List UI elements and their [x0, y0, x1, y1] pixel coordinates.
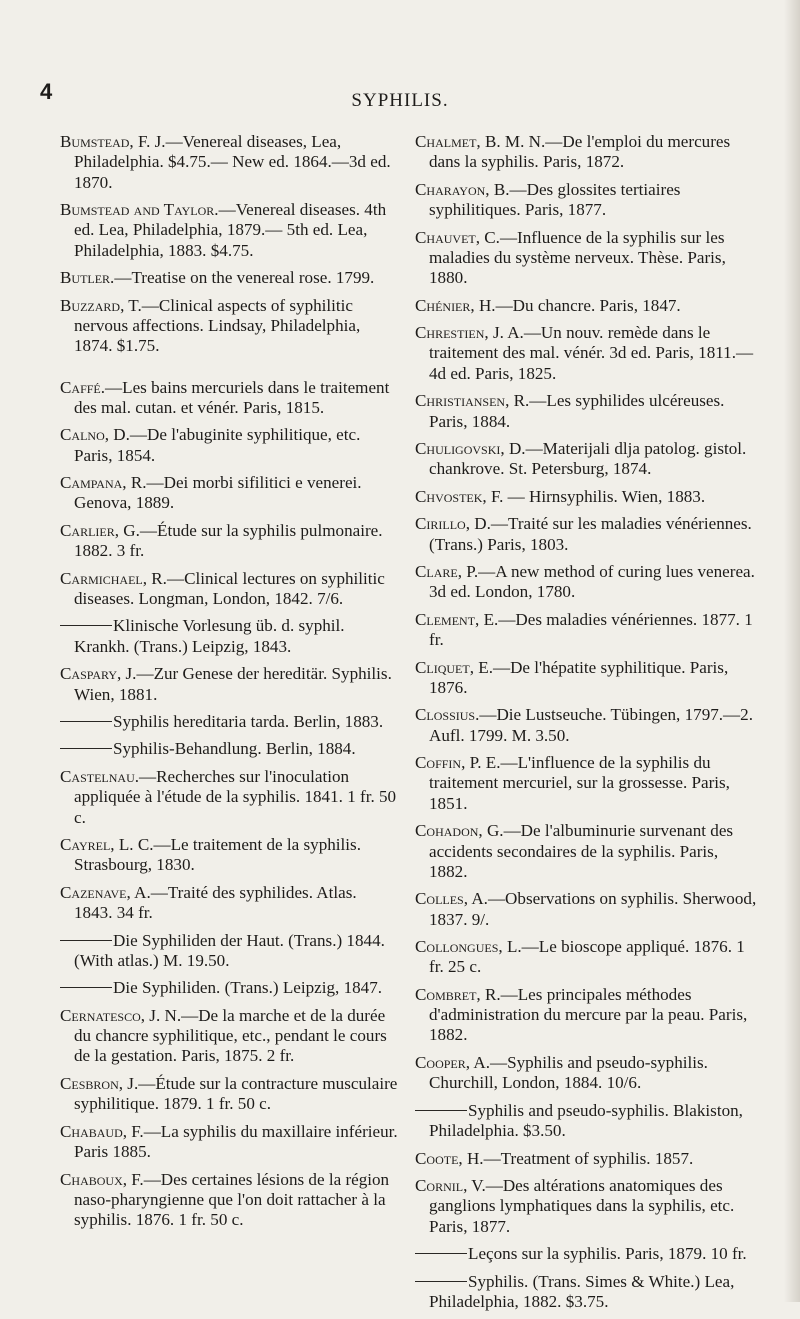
entry-author: Collongues, L.	[415, 937, 522, 957]
entry-author: Clossius.	[415, 705, 480, 725]
entry-text: —Treatment of syphilis. 1857.	[483, 1148, 694, 1168]
entry-author: Clement, E.	[415, 609, 499, 629]
entry-text: —Traité des syphilides. Atlas. 1843. 34 fr.	[74, 882, 357, 923]
entry-author: Caffé.	[60, 377, 106, 397]
bibliography-entry	[60, 835, 398, 876]
bibliography-entry	[60, 296, 398, 357]
entry-author: Carmichael, R.	[60, 568, 167, 588]
entry-text: —Les principales méthodes d'administration du mercure par la peau. Paris, 1882.	[429, 984, 748, 1045]
entry-text: Die Syphiliden. (Trans.) Leipzig, 1847.	[113, 978, 383, 998]
bibliography-entry	[415, 821, 760, 882]
bibliography-entry	[60, 473, 398, 514]
entry-author: Chénier, H.	[415, 295, 496, 315]
entry-text: —Du chancre. Paris, 1847.	[495, 295, 681, 315]
entry-author: Colles, A.	[415, 889, 488, 909]
entry-text: Die Syphiliden der Haut. (Trans.) 1844. (With atlas.) M. 19.50.	[74, 930, 385, 970]
entry-text: —Des glossites tertiaires syphilitiques. Paris, 1877.	[429, 179, 681, 220]
entry-text: — Hirnsyphilis. Wien, 1883.	[503, 486, 706, 506]
entry-text: —Des altérations anatomiques des ganglions lymphatiques dans la syphilis, etc. Paris, 1877.	[429, 1176, 735, 1236]
entry-author: Castelnau.	[60, 766, 140, 786]
bibliography-entry	[60, 1006, 398, 1067]
ditto-rule	[60, 721, 112, 722]
entry-text: —Influence de la syphilis sur les maladies du système nerveux. Thèse. Paris, 1880.	[429, 227, 726, 288]
entry-author: Cohadon, G.	[415, 821, 504, 841]
bibliography-entry	[415, 562, 760, 603]
entry-author: Chuligovski, D.	[415, 438, 526, 458]
entry-author: Cooper, A.	[415, 1052, 490, 1072]
entry-text: —Zur Genese der hereditär. Syphilis. Wien, 1881.	[74, 664, 392, 704]
bibliography-entry	[60, 739, 398, 759]
bibliography-entry	[60, 132, 398, 193]
ditto-rule	[60, 625, 112, 626]
ditto-rule	[415, 1281, 467, 1282]
bibliography-entry	[60, 1170, 398, 1231]
entry-text: Syphilis. (Trans. Simes & White.) Lea, Philadelphia, 1882. $3.75.	[429, 1271, 735, 1311]
bibliography-entry	[415, 610, 760, 651]
bibliography-entry	[60, 569, 398, 610]
bibliography-entry	[415, 1149, 760, 1169]
bibliography-entry	[415, 439, 760, 480]
entry-author: Chabaud, F.	[60, 1121, 144, 1141]
entry-text: —Étude sur la syphilis pulmonaire. 1882. 3 fr.	[74, 520, 383, 561]
entry-author: Cernatesco, J. N.	[60, 1005, 182, 1025]
entry-author: Bumstead and Taylor.	[60, 200, 219, 220]
entry-author: Cornil, V.	[415, 1176, 486, 1195]
entry-author: Combret, R.	[415, 984, 501, 1004]
bibliography-entry	[415, 705, 760, 746]
entry-text: —De l'albuminurie survenant des accidents secondaires de la syphilis. Paris, 1882.	[429, 821, 734, 881]
ditto-rule	[60, 748, 112, 749]
bibliography-entry	[415, 753, 760, 814]
entry-text: —Traité sur les maladies vénériennes. (Trans.) Paris, 1803.	[429, 514, 752, 554]
entry-author: Campana, R.	[60, 473, 147, 493]
entry-text: —Venereal diseases, Lea, Philadelphia. $4.75.— New ed. 1864.—3d ed. 1870.	[74, 132, 391, 192]
entry-author: Clare, P.	[415, 562, 479, 582]
entry-text: —Le bioscope appliqué. 1876. 1 fr. 25 c.	[429, 937, 745, 977]
bibliography-entry	[415, 1101, 760, 1142]
entry-text: —Die Lustseuche. Tübingen, 1797.—2. Aufl. 1799. M. 3.50.	[429, 705, 753, 745]
entry-author: Coote, H.	[415, 1148, 484, 1168]
entry-text: —Venereal diseases. 4th ed. Lea, Philadelphia, 1879.— 5th ed. Lea, Philadelphia, 1883. $4.75.	[74, 200, 387, 260]
bibliography-entry	[415, 1244, 760, 1264]
bibliography-entry	[415, 323, 760, 384]
entry-author: Chvostek, F.	[415, 486, 504, 506]
entry-text: —Syphilis and pseudo-syphilis. Churchill, London, 1884. 10/6.	[429, 1052, 708, 1093]
entry-text: Leçons sur la syphilis. Paris, 1879. 10 fr.	[468, 1244, 747, 1264]
bibliography-entry	[415, 985, 760, 1046]
bibliography-entry	[415, 1272, 760, 1313]
entry-text: —Étude sur la contracture musculaire syphilitique. 1879. 1 fr. 50 c.	[74, 1073, 398, 1114]
entry-text: —De la marche et de la durée du chancre syphilitique, etc., pendant le cours de la gestation. Paris, 1875. 2 fr.	[74, 1005, 387, 1066]
entry-text: —De l'hépatite syphilitique. Paris, 1876.	[429, 657, 729, 697]
entry-author: Cliquet, E.	[415, 657, 493, 677]
entry-text: —Observations on syphilis. Sherwood, 1837. 9/.	[429, 889, 757, 929]
entry-text: —Recherches sur l'inoculation appliquée à l'étude de la syphilis. 1841. 1 fr. 50 c.	[74, 766, 397, 827]
bibliography-entry	[60, 931, 398, 972]
entry-text: —La syphilis du maxillaire inférieur. Paris 1885.	[74, 1121, 398, 1162]
entry-author: Caspary, J.	[60, 664, 137, 684]
bibliography-entry	[415, 228, 760, 289]
entry-text: —Clinical lectures on syphilitic diseases. Longman, London, 1842. 7/6.	[74, 568, 385, 608]
entry-text: —Les syphilides ulcéreuses. Paris, 1884.	[429, 391, 725, 431]
entry-author: Charayon, B.	[415, 179, 510, 199]
entry-text: —Clinical aspects of syphilitic nervous affections. Lindsay, Philadelphia, 1874. $1.75.	[74, 295, 361, 356]
bibliography-entry	[415, 1176, 760, 1237]
entry-author: Bumstead, F. J.	[60, 132, 166, 151]
bibliography-entry	[60, 767, 398, 828]
entry-text: —Des certaines lésions de la région naso-pharyngienne que l'on doit rattacher à la syphilis. 1876. 1 fr. 50 c.	[74, 1169, 390, 1230]
bibliography-entry	[415, 889, 760, 930]
entry-text: —Dei morbi sifilitici e venerei. Genova, 1889.	[74, 473, 362, 513]
bibliography-entry	[415, 658, 760, 699]
entry-author: Cazenave, A.	[60, 882, 151, 902]
entry-text: —Des maladies vénériennes. 1877. 1 fr.	[429, 609, 753, 650]
entry-author: Cayrel, L. C.	[60, 835, 154, 855]
bibliography-entry	[60, 883, 398, 924]
ditto-rule	[415, 1253, 467, 1254]
ditto-rule	[60, 987, 112, 988]
left-column	[60, 132, 398, 1238]
entry-text: —Treatise on the venereal rose. 1799.	[114, 268, 375, 288]
entry-author: Chrestien, J. A.	[415, 323, 524, 343]
entry-text: —De l'abuginite syphilitique, etc. Paris, 1854.	[74, 425, 361, 465]
right-column	[415, 132, 760, 1319]
entry-author: Calno, D.	[60, 425, 130, 445]
entry-author: Cesbron, J.	[60, 1073, 139, 1093]
page-number: 4	[40, 79, 53, 104]
entry-text: —Un nouv. remède dans le traitement des mal. vénér. 3d ed. Paris, 1811.—4d ed. Paris, 1825.	[429, 323, 754, 383]
entry-text: —L'influence de la syphilis du traitement mercuriel, sur la grossesse. Paris, 1851.	[429, 753, 730, 813]
entry-author: Chauvet, C.	[415, 227, 500, 247]
bibliography-entry	[60, 378, 398, 419]
entry-author: Carlier, G.	[60, 520, 140, 540]
bibliography-entry	[60, 1074, 398, 1115]
bibliography-entry	[60, 978, 398, 998]
entry-author: Buzzard, T.	[60, 295, 142, 315]
bibliography-entry	[60, 1122, 398, 1163]
entry-text: —A new method of curing lues venerea. 3d ed. London, 1780.	[429, 562, 755, 602]
ditto-rule	[60, 940, 112, 941]
entry-text: —Le traitement de la syphilis. Strasbourg, 1830.	[74, 835, 361, 875]
ditto-rule	[415, 1110, 467, 1111]
bibliography-entry	[60, 200, 398, 261]
entry-text: Syphilis-Behandlung. Berlin, 1884.	[113, 739, 356, 759]
bibliography-entry	[415, 391, 760, 432]
bibliography-entry	[415, 514, 760, 555]
entry-text: —Materijali dlja patolog. gistol. chankrove. St. Petersburg, 1874.	[429, 438, 747, 479]
bibliography-entry	[415, 1053, 760, 1094]
bibliography-entry	[60, 616, 398, 657]
bibliography-entry	[60, 664, 398, 705]
entry-text: Syphilis and pseudo-syphilis. Blakiston, Philadelphia. $3.50.	[429, 1100, 743, 1141]
bibliography-entry	[415, 937, 760, 978]
page-edge-shadow	[784, 0, 800, 1302]
bibliography-entry	[415, 487, 760, 507]
bibliography-entry	[415, 132, 760, 173]
bibliography-entry	[60, 425, 398, 466]
running-head: SYPHILIS.	[351, 90, 449, 111]
bibliography-entry	[60, 521, 398, 562]
entry-author: Cirillo, D.	[415, 514, 491, 534]
entry-author: Christiansen, R.	[415, 391, 530, 411]
entry-author: Butler.	[60, 268, 115, 288]
bibliography-entry	[415, 180, 760, 221]
entry-text: —Les bains mercuriels dans le traitement des mal. cutan. et vénér. Paris, 1815.	[74, 377, 390, 417]
entry-author: Coffin, P. E.	[415, 753, 501, 773]
entry-author: Chaboux, F.	[60, 1169, 144, 1189]
entry-text: Syphilis hereditaria tarda. Berlin, 1883.	[113, 712, 384, 731]
bibliography-entry	[415, 296, 760, 316]
entry-author: Chalmet, B. M. N.	[415, 132, 546, 151]
bibliography-entry	[60, 268, 398, 288]
entry-text: Klinische Vorlesung üb. d. syphil. Krankh. (Trans.) Leipzig, 1843.	[74, 616, 345, 656]
entry-text: —De l'emploi du mercures dans la syphilis. Paris, 1872.	[429, 132, 731, 172]
bibliography-entry	[60, 712, 398, 732]
